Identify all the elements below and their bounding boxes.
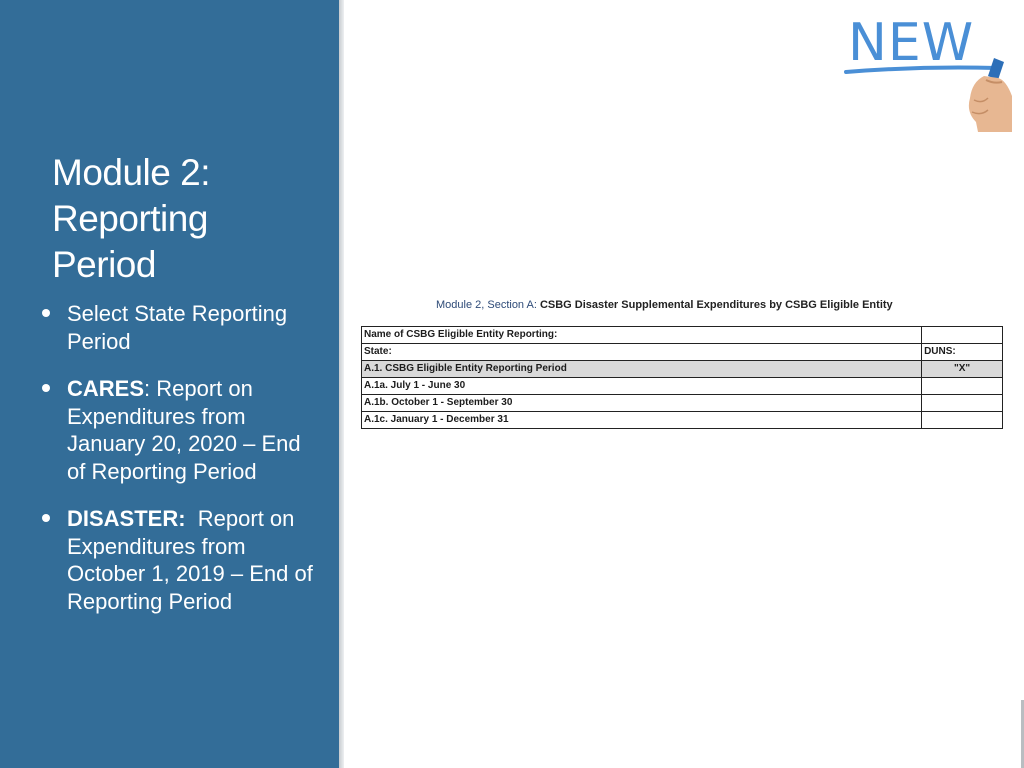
table-cell	[922, 378, 1003, 395]
table-row	[362, 344, 1003, 361]
table-caption	[436, 299, 893, 311]
caption-section: Module 2, Section A:	[436, 299, 537, 311]
bullet-text: : Report on Expenditures from January 20, 2020 – End of Reporting Period	[67, 376, 301, 484]
bullet-text: Report on Expenditures from October 1, 2019 – End of Reporting Period	[67, 506, 319, 614]
table-cell: State:	[362, 344, 922, 361]
bullet-item-disaster	[40, 505, 319, 615]
table-cell	[922, 327, 1003, 344]
bullet-item-reporting-period	[40, 300, 315, 355]
bullet-bold-label: CARES	[67, 376, 145, 401]
table-cell	[922, 412, 1003, 429]
table-cell: A.1. CSBG Eligible Entity Reporting Period	[362, 361, 922, 378]
new-badge	[836, 0, 1016, 135]
bullet-bold-label: DISASTER:	[67, 506, 186, 531]
table-cell: Name of CSBG Eligible Entity Reporting:	[362, 327, 922, 344]
reporting-period-table	[361, 326, 1003, 429]
table-cell: DUNS:	[922, 344, 1003, 361]
new-badge-text: NEW	[848, 13, 975, 73]
bullet-dot-icon	[42, 384, 50, 392]
table-row	[362, 361, 1003, 378]
bullet-dot-icon	[42, 514, 50, 522]
table-row	[362, 395, 1003, 412]
slide-title	[52, 150, 312, 288]
caption-main: CSBG Disaster Supplemental Expenditures by CSBG Eligible Entity	[536, 299, 893, 311]
table-row	[362, 327, 1003, 344]
bullet-item-cares	[40, 375, 315, 485]
table-row	[362, 412, 1003, 429]
title-line: Module 2:	[52, 152, 210, 193]
table-row	[362, 378, 1003, 395]
title-line: Reporting	[52, 198, 208, 239]
bullet-dot-icon	[42, 309, 50, 317]
bullet-text: Select State Reporting Period	[67, 301, 288, 354]
title-line: Period	[52, 244, 156, 285]
left-panel	[0, 0, 339, 768]
panel-divider	[339, 0, 344, 768]
table-cell: A.1c. January 1 - December 31	[362, 412, 922, 429]
bullet-list	[40, 300, 319, 615]
table-cell: A.1a. July 1 - June 30	[362, 378, 922, 395]
table-cell: A.1b. October 1 - September 30	[362, 395, 922, 412]
table-cell: "X"	[922, 361, 1003, 378]
table-cell	[922, 395, 1003, 412]
